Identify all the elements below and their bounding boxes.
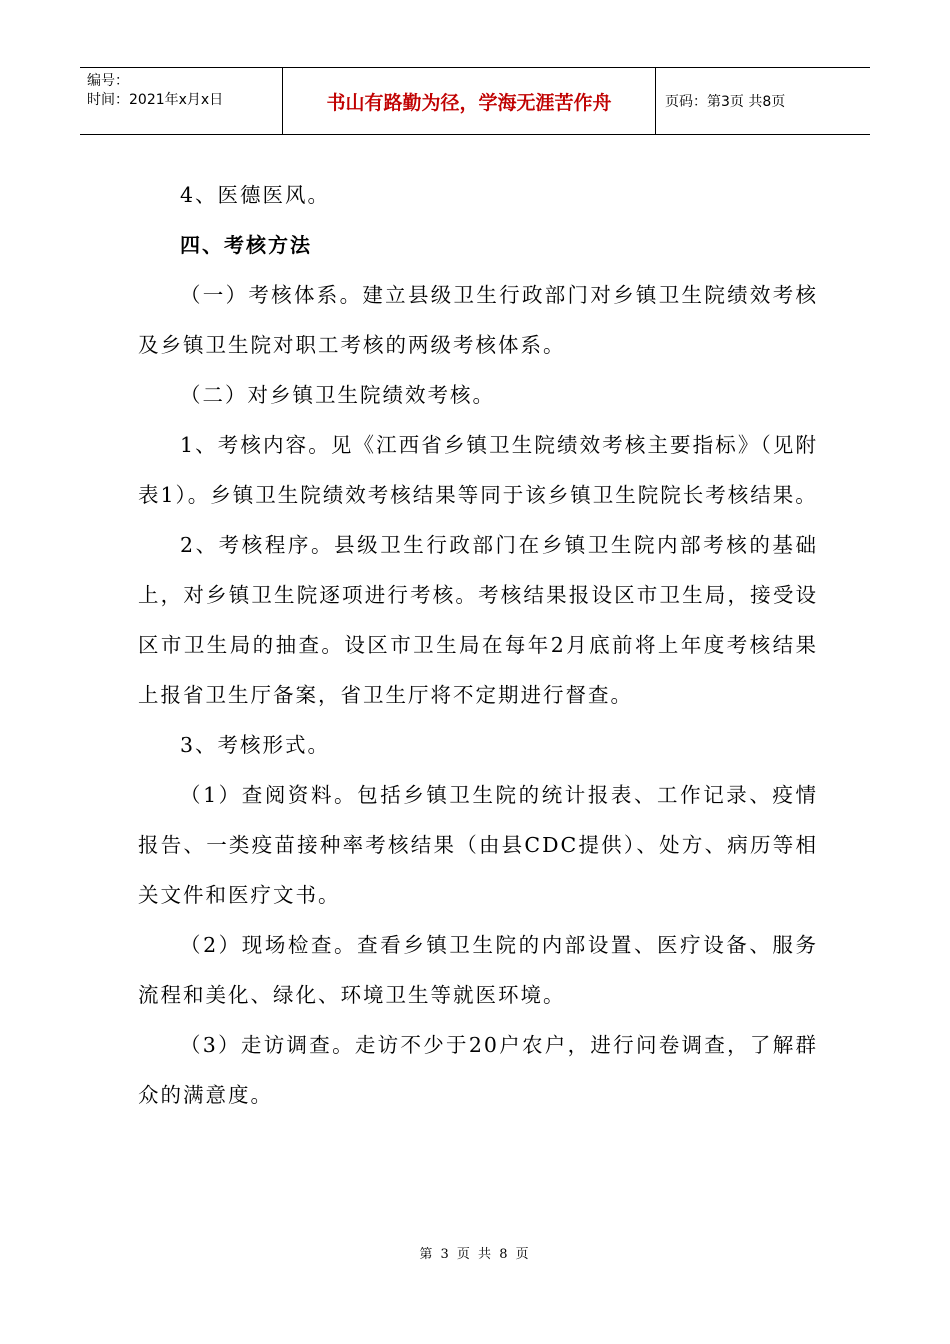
body-paragraph: 3、考核形式。 (180, 733, 331, 757)
body-paragraph: （二）对乡镇卫生院绩效考核。 (180, 383, 495, 407)
body-paragraph: （一）考核体系。建立县级卫生行政部门对乡镇卫生院绩效考核及乡镇卫生院对职工考核的两级考核体系。 (138, 283, 818, 357)
document-number-label: 编号： (87, 73, 129, 89)
document-body (138, 170, 818, 1120)
page-footer: 第 3 页 共 8 页 (419, 1247, 531, 1262)
section-heading: 四、考核方法 (180, 233, 312, 257)
body-paragraph: 2、考核程序。县级卫生行政部门在乡镇卫生院内部考核的基础上，对乡镇卫生院逐项进行考核。考核结果报设区市卫生局，接受设区市卫生局的抽查。设区市卫生局在每年2月底前将上年度考核结果上报省卫生厅备案，省卫生厅将不定期进行督查。 (138, 533, 818, 707)
header-motto: 书山有路勤为径，学海无涯苦作舟 (282, 68, 656, 134)
header-page-info: 页码：第3页 共8页 (665, 94, 786, 110)
document-date: 时间：2021年x月x日 (87, 92, 224, 108)
body-paragraph: （3）走访调查。走访不少于20户农户，进行问卷调查，了解群众的满意度。 (138, 1033, 818, 1107)
header-meta (80, 68, 282, 134)
body-paragraph: （2）现场检查。查看乡镇卫生院的内部设置、医疗设备、服务流程和美化、绿化、环境卫生等就医环境。 (138, 933, 818, 1007)
body-paragraph: 1、考核内容。见《江西省乡镇卫生院绩效考核主要指标》（见附表1）。乡镇卫生院绩效考核结果等同于该乡镇卫生院院长考核结果。 (138, 433, 818, 507)
body-paragraph: 4、医德医风。 (180, 183, 331, 207)
body-paragraph: （1）查阅资料。包括乡镇卫生院的统计报表、工作记录、疫情报告、一类疫苗接种率考核结果（由县CDC提供）、处方、病历等相关文件和医疗文书。 (138, 783, 818, 907)
page-header (80, 67, 870, 135)
